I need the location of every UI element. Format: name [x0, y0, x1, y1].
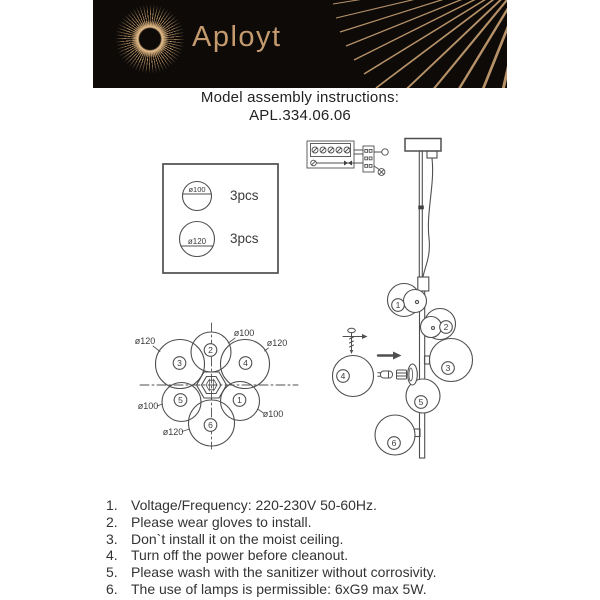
g9-bulb-icon	[378, 371, 393, 378]
instruction-item	[106, 514, 510, 531]
side-globe-number: 3	[445, 363, 451, 373]
side-globe-number: 6	[391, 438, 397, 448]
instruction-number: 3.	[106, 530, 118, 547]
diameter-label: ø100	[262, 409, 284, 419]
power-cable	[423, 158, 433, 277]
instruction-item	[106, 497, 510, 514]
top-globe-number: 5	[178, 395, 183, 405]
globe-120-icon	[180, 222, 215, 257]
instruction-item	[106, 531, 510, 548]
side-globe-number: 2	[443, 322, 449, 332]
instruction-item	[106, 581, 510, 598]
instruction-number: 2.	[106, 513, 118, 530]
screw-icon	[343, 328, 368, 354]
instruction-item	[106, 564, 510, 581]
diameter-label: ø120	[162, 427, 184, 437]
globe-120-qty-label: 3pcs	[230, 231, 259, 246]
top-globe-number: 2	[208, 345, 213, 355]
instruction-item	[106, 547, 510, 564]
instruction-number: 5.	[106, 564, 118, 581]
instruction-text: Please wear gloves to install.	[131, 513, 312, 530]
instruction-text: Please wash with the sanitizer without corrosivity.	[131, 564, 437, 581]
ground-symbol-icon	[378, 169, 385, 176]
side-globe-number: 1	[395, 300, 401, 310]
diameter-label: ø100	[233, 328, 255, 338]
instruction-text: The use of lamps is permissible: 6xG9 max 5W.	[131, 580, 427, 597]
wire-end-icon	[382, 149, 388, 155]
parts-box	[163, 164, 278, 273]
globe-100-size-label: ø100	[188, 185, 206, 195]
diameter-label: ø100	[137, 401, 159, 411]
side-globe-number: 5	[418, 397, 424, 407]
instruction-number: 4.	[106, 547, 118, 564]
pendant-side-view	[333, 139, 473, 459]
top-globe-number: 1	[237, 395, 242, 405]
globe-100-icon	[183, 182, 212, 211]
instruction-number: 6.	[106, 580, 118, 597]
top-globe-number: 4	[243, 358, 248, 368]
assembly-arrow-icon	[378, 352, 402, 360]
instruction-text: Don`t install it on the moist ceiling.	[131, 530, 344, 547]
top-globe-number: 3	[177, 358, 182, 368]
globe-holder-icon	[408, 364, 418, 385]
globe-100-qty-label: 3pcs	[230, 188, 259, 203]
suspension-rod	[419, 151, 422, 277]
rod-clamp-icon	[418, 206, 424, 210]
side-globe-number: 4	[340, 371, 346, 381]
diameter-label: ø120	[134, 336, 156, 346]
instruction-text: Turn off the power before cleanout.	[131, 547, 349, 564]
top-globe-number: 6	[208, 420, 213, 430]
ceiling-canopy	[405, 139, 441, 159]
title-line1: Model assembly instructions:	[200, 89, 400, 106]
instruction-text: Voltage/Frequency: 220-230V 50-60Hz.	[131, 497, 377, 513]
globe-120-size-label: ø120	[187, 237, 207, 246]
instruction-list	[106, 497, 510, 598]
rod-connector	[418, 277, 429, 291]
wiring-diagram	[307, 141, 388, 175]
diameter-label: ø120	[266, 338, 288, 348]
instruction-number: 1.	[106, 497, 118, 513]
brand-logo-text: Aployt	[192, 21, 282, 53]
lamp-socket-icon	[397, 370, 407, 379]
terminal-block-icon	[363, 146, 374, 172]
side-globe-3	[430, 339, 473, 382]
top-view-diagram	[135, 323, 298, 449]
title-line2: APL.334.06.06	[249, 106, 351, 124]
